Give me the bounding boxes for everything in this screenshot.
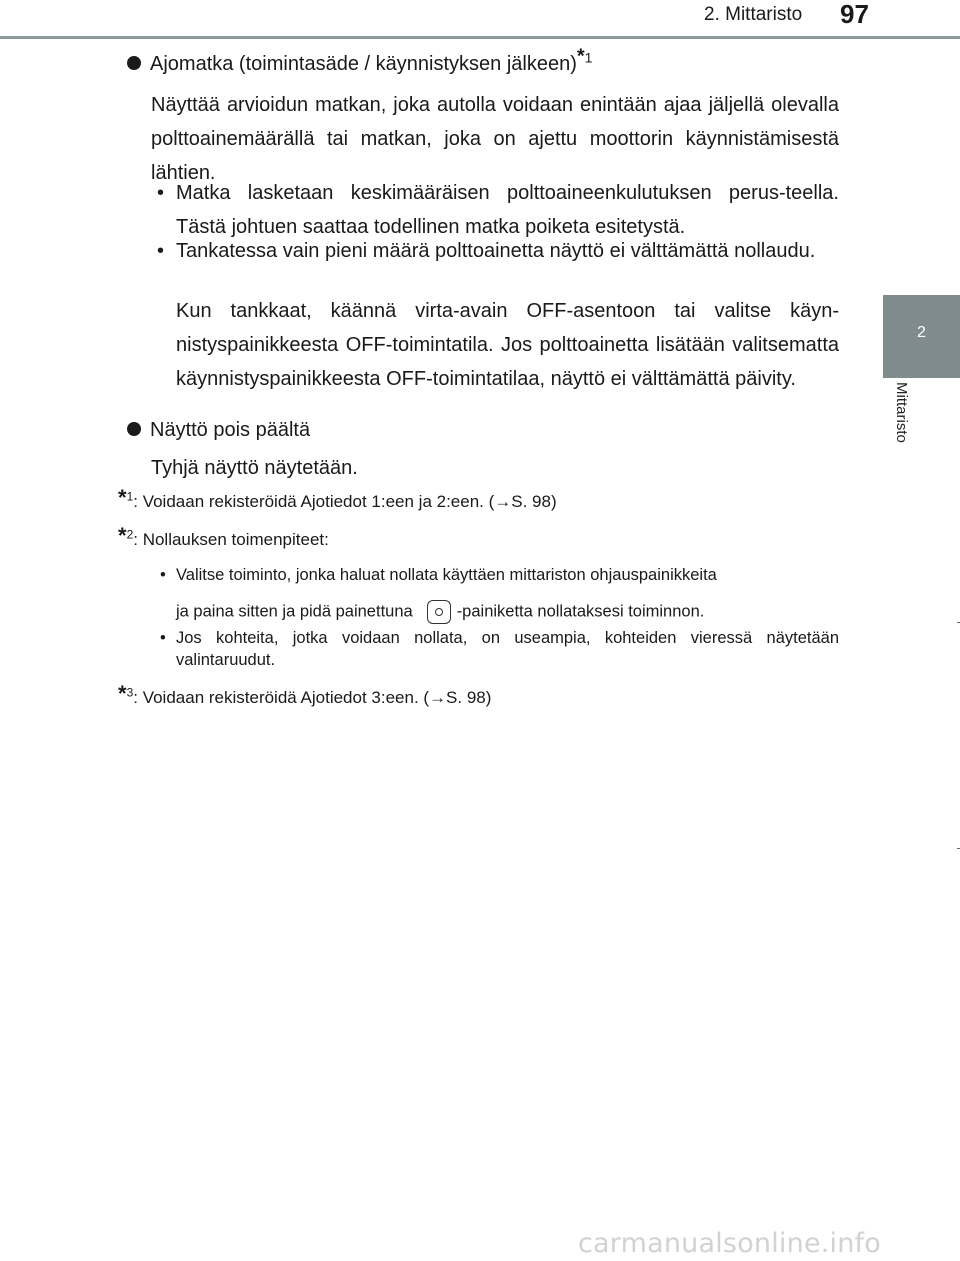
footnote-number: 3 xyxy=(126,685,134,700)
section2-paragraph: Tyhjä näyttö näytetään. xyxy=(151,457,358,479)
footnote-list-item xyxy=(160,627,839,671)
footnote-star: * xyxy=(118,485,127,510)
list-item-text: ja paina sitten ja pidä painettuna xyxy=(176,602,413,621)
footnote-list-item xyxy=(160,564,839,624)
footnote-star: * xyxy=(118,681,127,706)
bullet-circle-icon xyxy=(127,56,141,70)
bullet-dot: • xyxy=(157,182,165,204)
chapter-tab-number: 2 xyxy=(917,324,926,341)
bullet-circle-icon xyxy=(127,422,141,436)
footnote-ref: 1 xyxy=(584,49,593,66)
list-item-continuation: Kun tankkaat, käännä virta-avain OFF-asentoon tai valitse käyn-nistyspainikkeesta OFF-toimintatila. Jos polttoainetta lisätään valitsematta käynnistyspainikkeesta OFF-toimintatilaa, näyttö ei välttämättä päivity. xyxy=(176,300,839,390)
chapter-side-label-text: Mittaristo xyxy=(893,382,910,443)
footnote-3 xyxy=(118,681,492,710)
footnote-text: : Nollauksen toimenpiteet: xyxy=(133,530,329,549)
footnote-2 xyxy=(118,523,329,552)
reset-button-icon xyxy=(427,600,451,624)
footnote-number: 2 xyxy=(126,527,134,542)
chapter-tab xyxy=(883,295,960,378)
heading-text: Näyttö pois päältä xyxy=(150,419,311,441)
heading-text: Ajomatka (toimintasäde / käynnistyksen jälkeen) xyxy=(150,53,577,75)
list-item-line xyxy=(176,600,839,624)
section-heading-naytto xyxy=(127,416,310,444)
footnote-1 xyxy=(118,485,557,514)
section-heading-ajomatka xyxy=(127,45,593,78)
chapter-side-label xyxy=(893,382,936,482)
footnote-text: : Voidaan rekisteröidä Ajotiedot 3:een. (→S. 98) xyxy=(133,688,492,707)
list-item-text: Jos kohteita, jotka voidaan nollata, on useampia, kohteiden vieressä näytetään valintaruudut. xyxy=(176,629,839,669)
footnote-star: * xyxy=(118,523,127,548)
list-item-text: Tankatessa vain pieni määrä polttoainetta näyttö ei välttämättä nollaudu. xyxy=(176,240,816,262)
footnote-number: 1 xyxy=(126,489,134,504)
bullet-dot: • xyxy=(160,566,166,584)
section1-paragraph: Näyttää arvioidun matkan, joka autolla voidaan enintään ajaa jäljellä olevalla polttoainemäärällä tai matkan, joka on ajettu moottorin käynnistämisestä lähtien. xyxy=(151,94,839,184)
page-number: 97 xyxy=(840,0,869,29)
list-item xyxy=(157,234,839,268)
watermark: carmanualsonline.info xyxy=(578,1228,881,1259)
footnote-text: : Voidaan rekisteröidä Ajotiedot 1:een ja 2:een. (→S. 98) xyxy=(133,492,557,511)
footnote-star: * xyxy=(576,45,585,68)
list-item-line: Valitse toiminto, jonka haluat nollata käyttäen mittariston ohjauspainikkeita xyxy=(176,566,717,584)
bullet-dot: • xyxy=(160,629,166,647)
section-title: 2. Mittaristo xyxy=(704,4,803,25)
list-item-text: -painiketta nollataksesi toiminnon. xyxy=(456,602,705,621)
list-item-text: Matka lasketaan keskimääräisen polttoaineenkulutuksen perus-teella. Tästä johtuen saattaa todellinen matka poiketa esitetystä. xyxy=(176,182,839,238)
bullet-dot: • xyxy=(157,240,165,262)
header-rule xyxy=(0,36,960,39)
